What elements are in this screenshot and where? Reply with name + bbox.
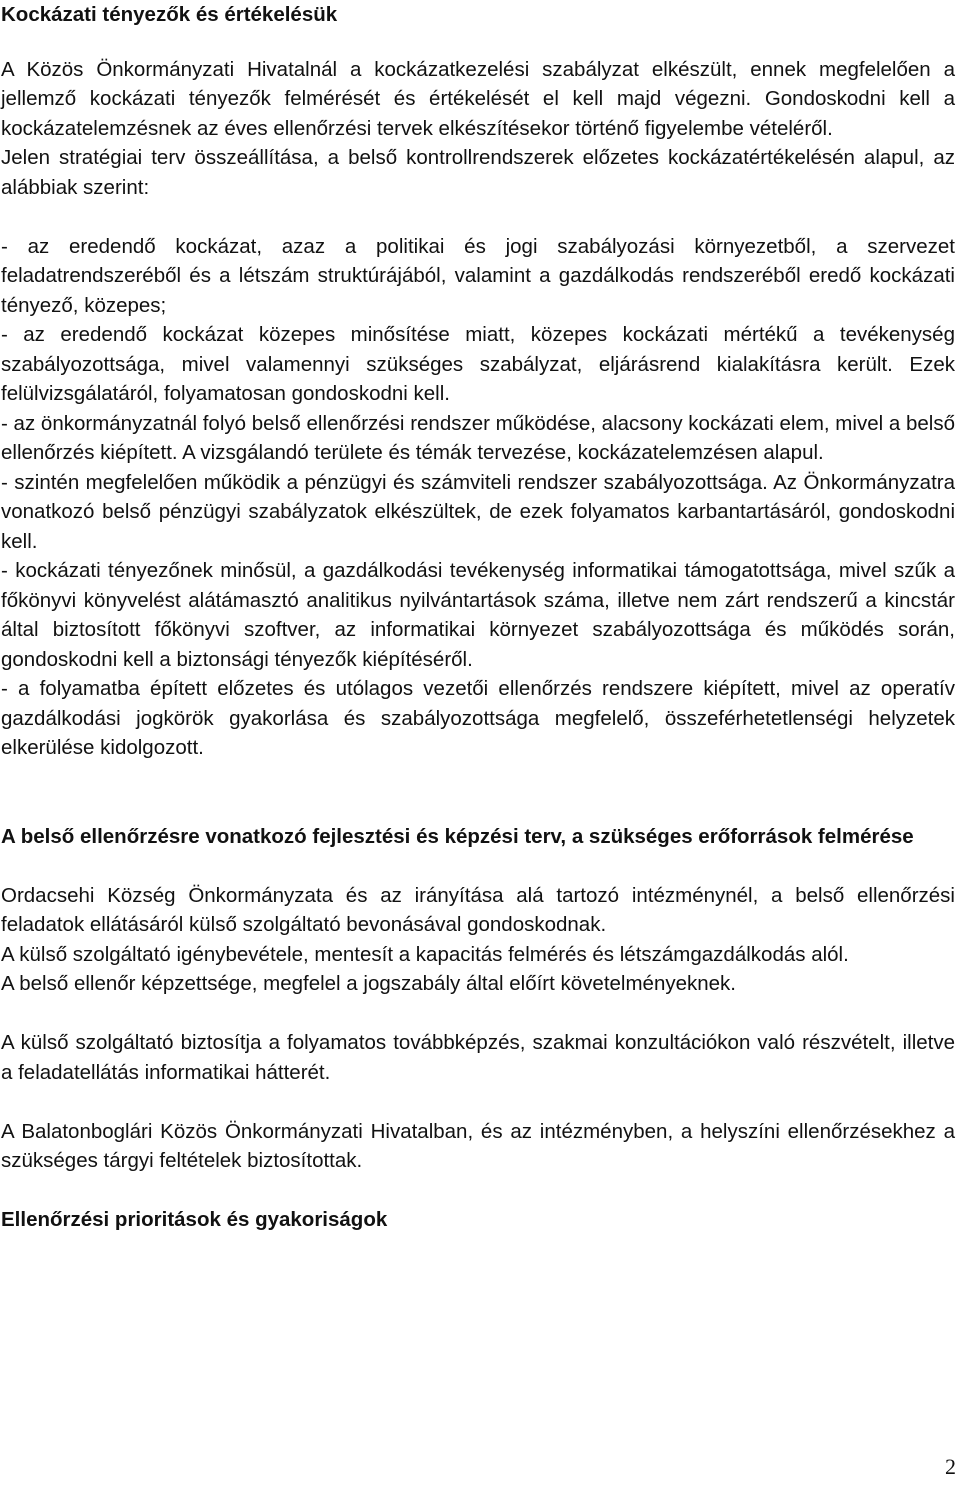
list-item: - szintén megfelelően működik a pénzügyi és számviteli rendszer szabályozottsága. Az Önkormányzatra vonatkozó belső pénzügyi szabályzatok elkészültek, de ezek folyamatos karbantartásáról, gondoskodni kell. bbox=[1, 470, 955, 553]
paragraph-training-support: A külső szolgáltató biztosítja a folyamatos továbbképzés, szakmai konzultációkon való részvételt, illetve a feladatellátás informatikai hátterét. bbox=[1, 1031, 955, 1084]
list-item: - az önkormányzatnál folyó belső ellenőrzési rendszer működése, alacsony kockázati elem, mivel a belső ellenőrzés kiépített. A vizsgálandó területe és témák tervezése, kockázatelemzésen alapul. bbox=[1, 411, 955, 464]
paragraph-capacity-exemption: A külső szolgáltató igénybevétele, mentesít a kapacitás felmérés és létszámgazdálkodás alól. bbox=[1, 942, 849, 966]
list-item: - az eredendő kockázat közepes minősítése miatt, közepes kockázati mértékű a tevékenység szabályozottsága, mivel valamennyi szükséges szabályzat, eljárásrend kialakításra került. Ezek felülvizsgálatáról, folyamatosan gondoskodni kell. bbox=[1, 323, 955, 405]
section-title-risk-factors: Kockázati tényezők és értékelésük bbox=[1, 3, 338, 26]
section-title-priorities: Ellenőrzési prioritások és gyakoriságok bbox=[1, 1208, 388, 1231]
list-item: - a folyamatba épített előzetes és utólagos vezetői ellenőrzés rendszere kiépített, mivel az operatív gazdálkodási jogkörök gyakorlása és szabályozottsága megfelelő, összeférhetetlenségi helyzetek elkerülése kidolgozott. bbox=[1, 677, 955, 759]
list-item: - kockázati tényezőnek minősül, a gazdálkodási tevékenység informatikai támogatottsága, mivel szűk a főkönyvi könyvelést alátámasztó analitikus nyilvántartások száma, illetve nem zárt rendszerű a kincstár által biztosított főkönyvi szoftver, az informatikai környezet szabályozottsága és működés során, gondoskodni kell a biztonsági tényezők kiépítéséről. bbox=[1, 559, 955, 671]
paragraph-onsite-conditions: A Balatonboglári Közös Önkormányzati Hivatalban, és az intézményben, a helyszíni ellenőrzésekhez a szükséges tárgyi feltételek biztosítottak. bbox=[1, 1119, 955, 1172]
page-number: 2 bbox=[945, 1454, 956, 1479]
list-item: - az eredendő kockázat, azaz a politikai és jogi szabályozási környezetből, a szervezet feladatrendszeréből és a létszám struktúrájából, valamint a gazdálkodás rendszeréből eredő kockázati tényező, közepes; bbox=[1, 234, 955, 317]
paragraph-external-provider: Ordacsehi Község Önkormányzata és az irányítása alá tartozó intézménynél, a belső ellenőrzési feladatok ellátásáról külső szolgáltató bevonásával gondoskodnak. bbox=[1, 883, 955, 936]
risk-assessment-list bbox=[1, 232, 955, 763]
section-title-development-plan: A belső ellenőrzésre vonatkozó fejlesztési és képzési terv, a szükséges erőforrások felmérése bbox=[1, 824, 914, 848]
paragraph-risk-management-policy: A Közös Önkormányzati Hivatalnál a kockázatkezelési szabályzat elkészült, ennek megfelelően a jellemző kockázati tényezők felmérését és értékelését el kell majd végezni. Gondoskodni kell a kockázatelemzésnek az éves ellenőrzési tervek elkészítésekor történő figyelembe vételéről. bbox=[1, 57, 955, 140]
document-page bbox=[1, 0, 955, 1235]
paragraph-strategic-plan-basis: Jelen stratégiai terv összeállítása, a belső kontrollrendszerek előzetes kockázatértékelésén alapul, az alábbiak szerint: bbox=[1, 146, 955, 199]
paragraph-auditor-qualification: A belső ellenőr képzettsége, megfelel a jogszabály által előírt követelményeknek. bbox=[1, 972, 737, 995]
